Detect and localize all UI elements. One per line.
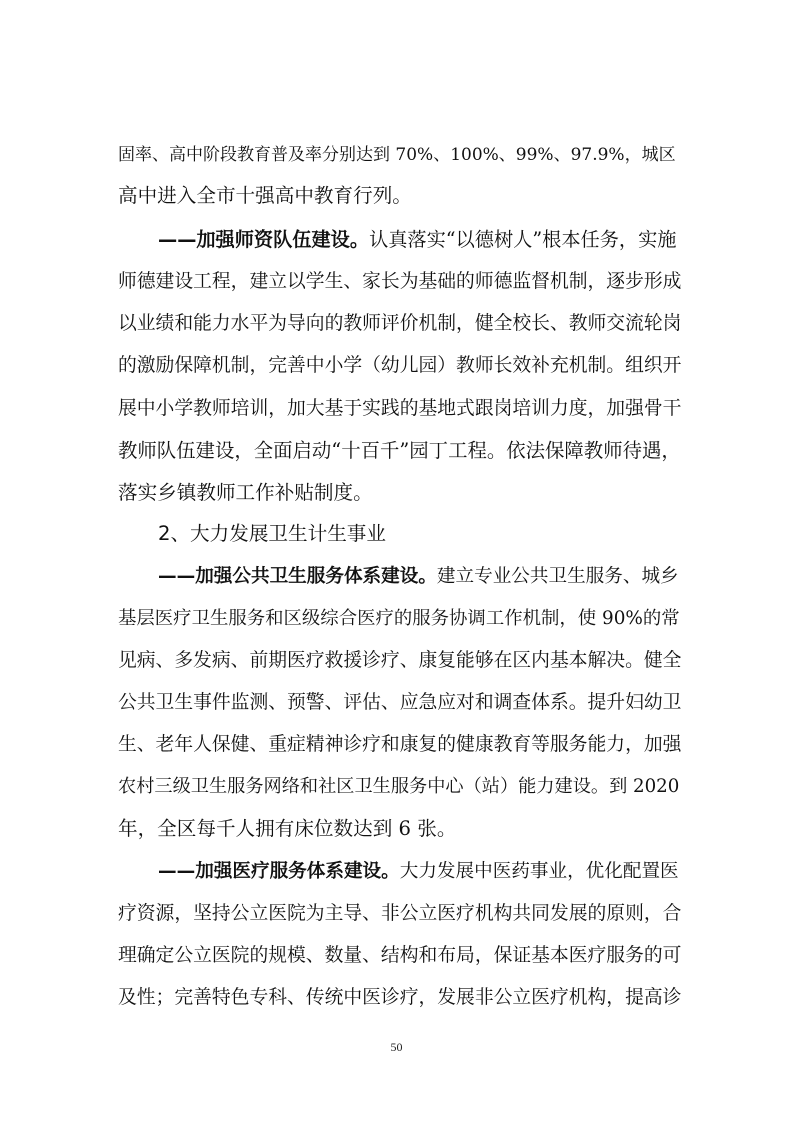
- body-text-line: 及性；完善特色专科、传统中医诊疗，发展非公立医疗机构，提高诊: [118, 987, 682, 1008]
- body-text-line: 基层医疗卫生服务和区级综合医疗的服务协调工作机制，使 90%的常: [118, 608, 680, 629]
- body-text-line: 见病、多发病、前期医疗救援诊疗、康复能够在区内基本解决。健全: [118, 650, 682, 671]
- paragraph-public-health-first-line: [158, 565, 679, 589]
- paragraph-text: 认真落实“以德树人”根本任务，实施: [369, 228, 677, 251]
- body-text-line: 理确定公立医院的规模、数量、结构和布局，保证基本医疗服务的可: [118, 945, 682, 966]
- paragraph-lead-bold: ——加强医疗服务体系建设。: [158, 861, 400, 882]
- body-text-line: 师德建设工程，建立以学生、家长为基础的师德监督机制，逐步形成: [118, 271, 682, 292]
- page-number: 50: [390, 1040, 403, 1054]
- body-text-line: 公共卫生事件监测、预警、评估、应急应对和调查体系。提升妇幼卫: [118, 692, 682, 713]
- body-text-line: 教师队伍建设，全面启动“十百千”园丁工程。依法保障教师待遇，: [118, 439, 681, 462]
- body-text-line: 高中进入全市十强高中教育行列。: [118, 184, 412, 207]
- paragraph-lead-bold: ——加强师资队伍建设。: [158, 228, 370, 251]
- paragraph-lead-bold: ——加强公共卫生服务体系建设。: [158, 566, 437, 587]
- paragraph-text: 大力发展中医药事业，优化配置医: [399, 861, 679, 882]
- paragraph-text: 建立专业公共卫生服务、城乡: [436, 566, 679, 587]
- body-text-line: 的激励保障机制，完善中小学（幼儿园）教师长效补充机制。组织开: [118, 355, 682, 376]
- body-text-line: 年，全区每千人拥有床位数达到 6 张。: [118, 817, 457, 840]
- body-text-line: 生、老年人保健、重症精神诊疗和康复的健康教育等服务能力，加强: [118, 734, 682, 755]
- paragraph-teachers-first-line: [158, 228, 677, 252]
- section-heading: 2、大力发展卫生计生事业: [158, 522, 386, 545]
- body-text-line: 农村三级卫生服务网络和社区卫生服务中心（站）能力建设。到 2020: [118, 776, 680, 797]
- body-text-line: 固率、高中阶段教育普及率分别达到 70%、100%、99%、97.9%，城区: [118, 145, 676, 165]
- body-text-line: 以业绩和能力水平为导向的教师评价机制，健全校长、教师交流轮岗: [118, 313, 682, 334]
- body-text-line: 落实乡镇教师工作补贴制度。: [118, 481, 373, 504]
- body-text-line: 展中小学教师培训，加大基于实践的基地式跟岗培训力度，加强骨干: [118, 398, 682, 419]
- body-text-line: 疗资源，坚持公立医院为主导、非公立医疗机构共同发展的原则，合: [118, 903, 682, 924]
- paragraph-medical-first-line: [158, 860, 679, 884]
